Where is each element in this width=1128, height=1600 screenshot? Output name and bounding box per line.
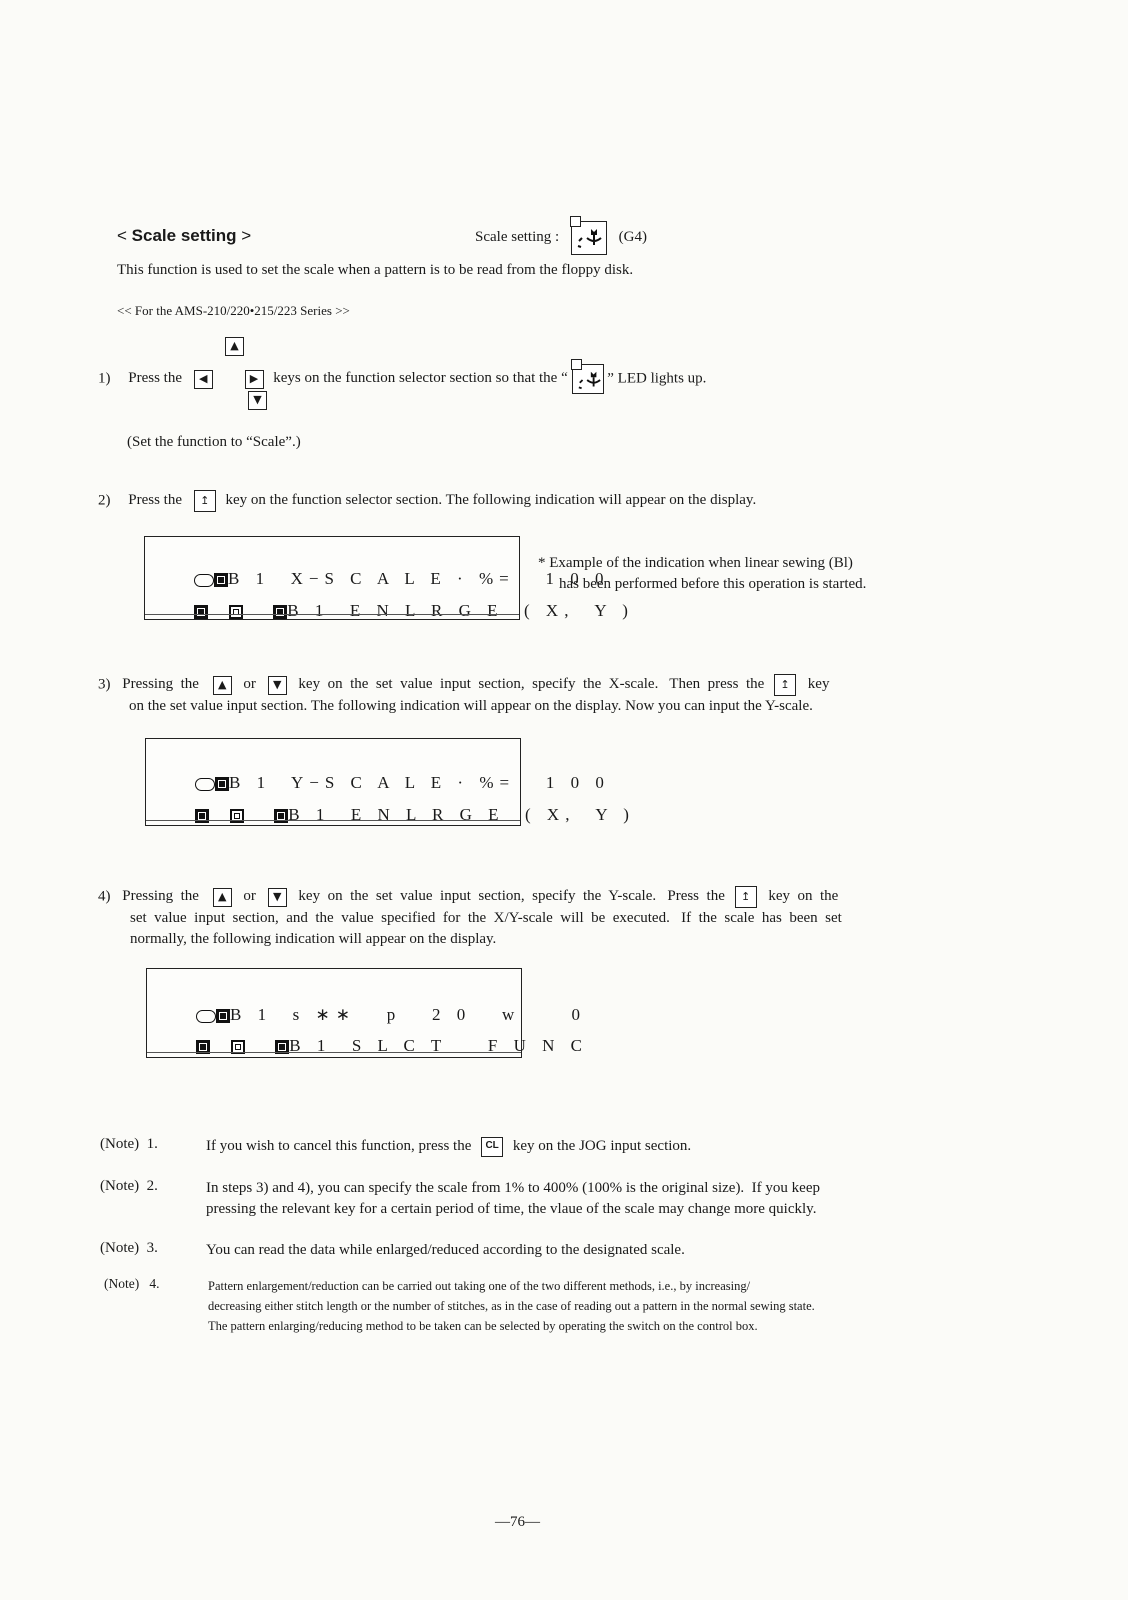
left-key: ◀ [194, 370, 213, 389]
up-key: ▲ [213, 888, 232, 907]
step-1-number: 1) [98, 370, 111, 387]
lcd1-note [538, 553, 866, 595]
note-4-text [208, 1276, 815, 1336]
note-1-line1b: key on the JOG input section. [512, 1138, 692, 1154]
heading-close: > [241, 226, 252, 245]
lcd3-row2-text: S L C T F U N C [351, 1036, 589, 1055]
page-number: —76— [495, 1514, 540, 1530]
note-2-text [206, 1178, 820, 1220]
note-1-line1: If you wish to cancel this function, press the [206, 1138, 472, 1154]
step-2-number: 2) [98, 492, 111, 509]
enter-key: ↥ [774, 674, 796, 696]
step-3-number: 3) [98, 676, 111, 693]
step-4-line3: normally, the following indication will appear on the display. [130, 931, 497, 947]
header-scale-setting [475, 220, 647, 255]
step-3-or: or [243, 676, 256, 693]
step-4-post: key on the set value input section, specify the Y-scale. Press the [298, 888, 725, 905]
note-3-text [206, 1240, 685, 1261]
scale-code: (G4) [618, 229, 647, 245]
section-heading [117, 226, 251, 246]
step-3-post: key on the set value input section, specify the X-scale. Then press the [298, 676, 765, 693]
note-3-line1: You can read the data while enlarged/reduced according to the designated scale. [206, 1242, 685, 1258]
scale-icon [571, 221, 607, 255]
heading-open: < [117, 226, 127, 245]
up-key: ▲ [225, 337, 244, 356]
lcd-display-3 [146, 968, 589, 1058]
note-2-label: (Note) 2. [100, 1178, 158, 1194]
step-4-number: 4) [98, 888, 111, 905]
heading-title: Scale setting [131, 226, 237, 245]
note-1-label: (Note) 1. [100, 1136, 158, 1152]
lcd-display-2 [145, 738, 635, 826]
step-4-pre: Pressing the [122, 888, 199, 905]
step-1-post: ” LED lights up. [607, 370, 707, 387]
down-key: ▼ [268, 888, 287, 907]
lcd1-note-line2: has been performed before this operation is started. [559, 576, 867, 592]
hollow-square-icon [229, 605, 243, 619]
e-square-icon [194, 605, 208, 619]
note-4-line1: Pattern enlargement/reduction can be carried out taking one of the two different methods, i.e., by increasing/ [208, 1279, 751, 1293]
step-4-end: key on the [768, 888, 839, 905]
note-3-label: (Note) 3. [100, 1240, 158, 1256]
enter-key: ↥ [194, 490, 216, 512]
note-4-line3: The pattern enlarging/reducing method to be taken can be selected by operating the switch on the control box. [208, 1319, 758, 1333]
note-2-line2: pressing the relevant key for a certain period of time, the vlaue of the scale may change more quickly. [206, 1201, 817, 1217]
lcd3-row1-text: s ∗∗ p 2 0 w 0 [292, 1005, 586, 1024]
step-1-mid: keys on the function selector section so that the “ [273, 370, 568, 387]
lcd1-row2-text: E N L R G E ( X, Y ) [349, 601, 634, 620]
series-label: << For the AMS-210/220•215/223 Series >> [117, 303, 350, 318]
step-3 [98, 674, 829, 717]
step-1 [98, 364, 706, 394]
step-4 [98, 886, 842, 950]
enter-key: ↥ [735, 886, 757, 908]
lcd1-note-line1: * Example of the indication when linear sewing (Bl) [538, 555, 853, 571]
step-4-or: or [243, 888, 256, 905]
f-square-icon [273, 605, 287, 619]
scale-led-icon [572, 364, 604, 394]
lcd1-row1-text: X−S C A L E · %= 1 0 0 [290, 569, 610, 588]
lcd1-row1-code: B 1 [228, 569, 271, 588]
step-2-post: key on the function selector section. The following indication will appear on the display. [225, 492, 757, 509]
step-3-line2: on the set value input section. The following indication will appear on the display. Now you can input the Y-scale. [129, 698, 813, 714]
lcd-display-1 [144, 536, 634, 620]
lcd2-row2-code: B 1 [288, 805, 331, 824]
lcd2-row1-code: B 1 [229, 773, 272, 792]
step-1-sub: (Set the function to “Scale”.) [127, 434, 301, 450]
up-key: ▲ [213, 676, 232, 695]
lcd2-row2-text: E N L R G E ( X, Y ) [350, 805, 635, 824]
scale-setting-label: Scale setting : [475, 229, 560, 245]
lcd1-row2-code: B 1 [287, 601, 330, 620]
step-2 [98, 490, 756, 512]
lcd3-row1-code: B 1 [230, 1005, 273, 1024]
intro-text: This function is used to set the scale when a pattern is to be read from the floppy disk. [117, 262, 634, 278]
note-1-text [206, 1136, 691, 1157]
lcd2-row1-text: Y−S C A L E · %= 1 0 0 [290, 773, 610, 792]
step-4-line2: set value input section, and the value specified for the X/Y-scale will be executed. If the scale has been set [130, 910, 842, 926]
down-key: ▼ [268, 676, 287, 695]
step-3-end: key [807, 676, 830, 693]
step-2-pre: Press the [128, 492, 182, 509]
lcd3-row2-code: B 1 [289, 1036, 332, 1055]
note-4-label: (Note) 4. [104, 1276, 160, 1291]
right-key: ▶ [245, 370, 264, 389]
down-key: ▼ [248, 391, 267, 410]
step-3-pre: Pressing the [122, 676, 199, 693]
step-1-pre: Press the [128, 370, 182, 387]
note-2-line1: In steps 3) and 4), you can specify the scale from 1% to 400% (100% is the original size). If you keep [206, 1180, 820, 1196]
note-4-line2: decreasing either stitch length or the number of stitches, as in the case of reading out a pattern in the normal sewing state. [208, 1299, 815, 1313]
cl-key: CL [481, 1137, 503, 1157]
